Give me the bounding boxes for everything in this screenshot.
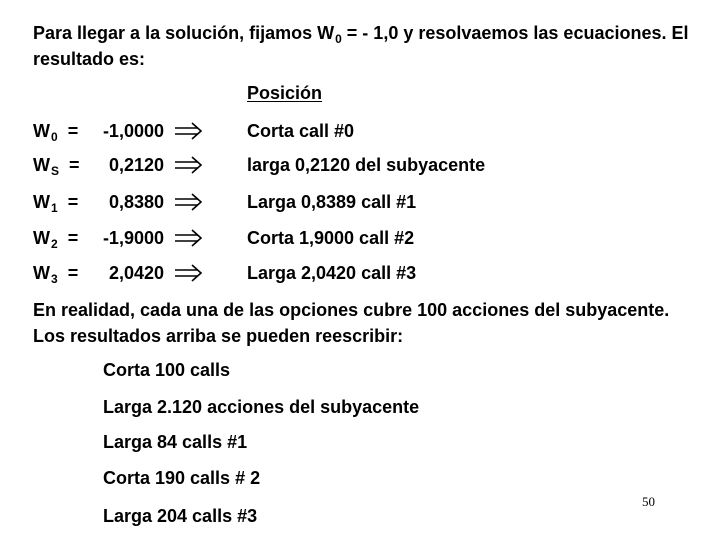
value: 2,0420	[108, 263, 164, 283]
value: 0,8380	[108, 192, 164, 212]
implies-arrow-icon	[174, 151, 204, 179]
position-text: Corta 1,9000 call #2	[247, 228, 415, 248]
implies-arrow-icon	[174, 188, 204, 216]
intro-text-after: = - 1,0 y resolvaemos las ecuaciones. El resultado es:	[33, 23, 689, 69]
list-item: Corta 190 calls # 2	[103, 468, 261, 488]
position-text: Larga 2,0420 call #3	[247, 263, 417, 283]
intro-subscript: 0	[335, 32, 342, 46]
implies-arrow-icon	[174, 117, 204, 145]
value: -1,9000	[102, 228, 164, 248]
list-item: Larga 204 calls #3	[103, 506, 258, 526]
list-item: Corta 100 calls	[103, 360, 231, 380]
list-item: Larga 2.120 acciones del subyacente	[103, 397, 420, 417]
intro-text-before: Para llegar a la solución, fijamos W	[33, 23, 335, 43]
position-text: Larga 0,8389 call #1	[247, 192, 417, 212]
variable: $W_1$ =	[33, 192, 79, 215]
equation-row	[0, 224, 720, 252]
reality-paragraph: En realidad, cada una de las opciones cubre 100 acciones del subyacente. Los resultados arriba se pueden reescribir:	[33, 300, 670, 346]
position-header: Posición	[247, 83, 323, 103]
intro-paragraph	[33, 20, 693, 72]
equation-row	[0, 151, 720, 179]
equation-row	[0, 259, 720, 287]
list-item: Larga 84 calls #1	[103, 432, 248, 452]
value: 0,2120	[108, 155, 164, 175]
variable: $W_2$ =	[33, 228, 79, 251]
implies-arrow-icon	[174, 259, 204, 287]
implies-arrow-icon	[174, 224, 204, 252]
position-text: Corta call #0	[247, 121, 355, 141]
variable: $W_S$ =	[33, 155, 80, 178]
equation-row	[0, 117, 720, 145]
equation-row	[0, 188, 720, 216]
variable: $W_3$ =	[33, 263, 79, 286]
variable: $W_0$ =	[33, 121, 79, 144]
value: -1,0000	[102, 121, 164, 141]
position-text: larga 0,2120 del subyacente	[247, 155, 486, 175]
page-number: 50	[642, 494, 655, 509]
